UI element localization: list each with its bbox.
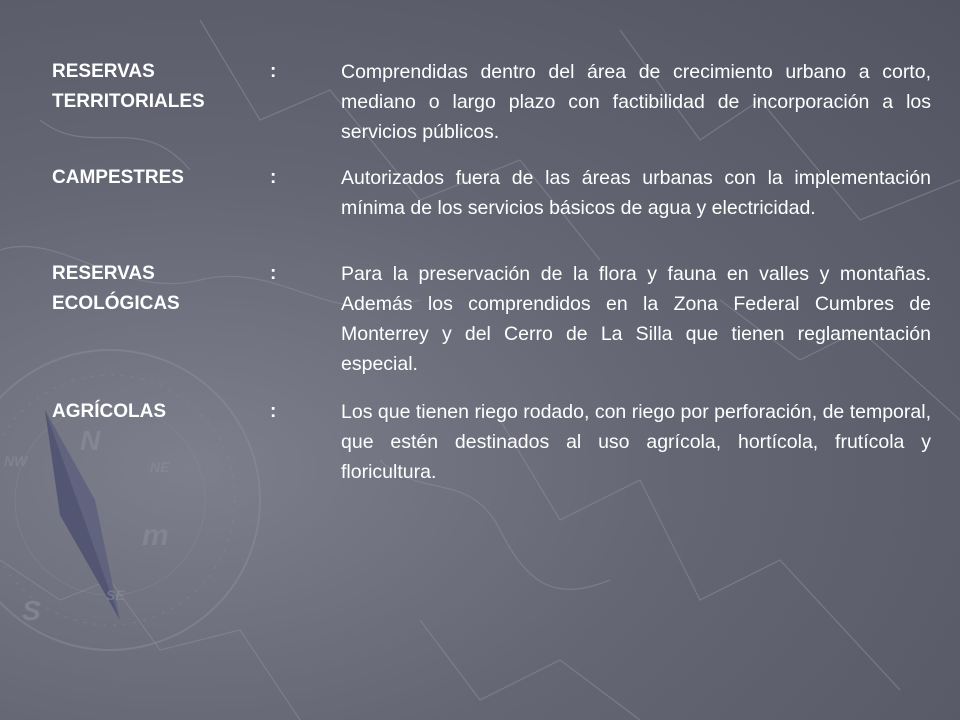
compass-letter-northeast: NE xyxy=(150,459,170,475)
entry-term: RESERVAS TERRITORIALES xyxy=(52,61,205,112)
entry-term: RESERVAS ECOLÓGICAS xyxy=(52,263,180,314)
entry-description: Comprendidas dentro del área de crecimiento urbano a corto, mediano o largo plazo con factibilidad de incorporación a los servicios públicos. xyxy=(341,61,931,143)
compass-letter-northwest: NW xyxy=(4,453,28,469)
entry-separator: : xyxy=(270,401,277,422)
entry-description: Autorizados fuera de las áreas urbanas con la implementación mínima de los servicios básicos de agua y electricidad. xyxy=(341,167,931,219)
compass-letter-south: S xyxy=(22,595,41,626)
compass-letter-north: N xyxy=(80,425,101,456)
entry-term: CAMPESTRES xyxy=(52,167,184,188)
entry-separator: : xyxy=(270,167,277,188)
entry-description: Los que tienen riego rodado, con riego por perforación, de temporal, que estén destinados al uso agrícola, hortícola, frutícola y floricultura. xyxy=(341,401,931,483)
entry-term: AGRÍCOLAS xyxy=(52,401,166,422)
compass-letter-southeast: SE xyxy=(106,587,125,603)
entry-separator: : xyxy=(270,263,277,284)
entry-separator: : xyxy=(270,61,277,82)
compass-mark: m xyxy=(142,519,169,552)
entry-description: Para la preservación de la flora y fauna en valles y montañas. Además los comprendidos en la Zona Federal Cumbres de Monterrey y del Cerro de La Silla que tienen reglamentación especial. xyxy=(341,263,931,375)
